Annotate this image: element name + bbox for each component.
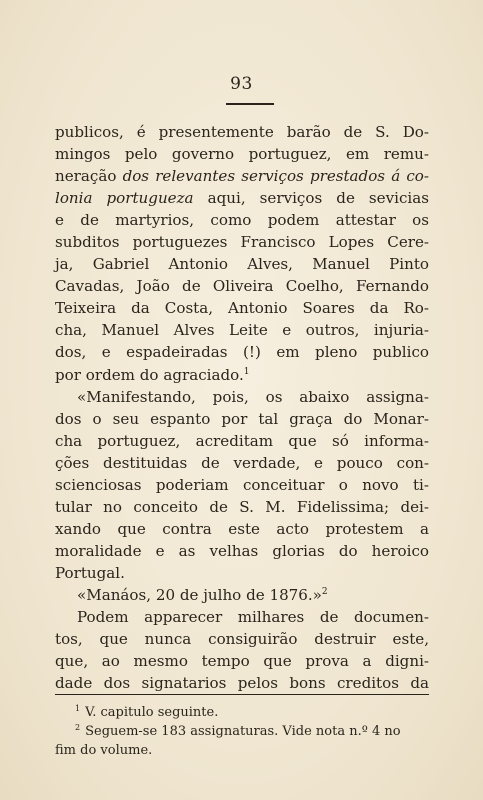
- text-line: [55, 562, 429, 584]
- footnote-text: Seguem-se 183 assignaturas. Vide nota n.º 4 no: [85, 724, 401, 739]
- page-number: 93: [230, 74, 253, 94]
- text-line: [55, 209, 429, 231]
- text-line: [55, 143, 429, 165]
- italic-text: lonia portugueza: [55, 189, 194, 208]
- text-line: [55, 672, 429, 694]
- text-line: [55, 496, 429, 518]
- text-line: [55, 275, 429, 297]
- footnote-line: [55, 703, 429, 722]
- text-segment: scienciosas poderiam conceituar o novo ti-: [55, 475, 429, 494]
- text-line: [55, 231, 429, 253]
- text-segment: dade dos signatarios pelos bons creditos da: [55, 674, 429, 693]
- text-line: [55, 628, 429, 650]
- text-line: [55, 187, 429, 209]
- footnote-text: V. capitulo seguinte.: [85, 705, 219, 720]
- text-line: [55, 518, 429, 540]
- text-segment: xando que contra este acto protestem a: [55, 519, 429, 538]
- footnote-line: [55, 741, 429, 760]
- footnote-mark: 2: [75, 723, 81, 732]
- footnote-reference: 2: [321, 586, 328, 597]
- italic-text: dos relevantes serviços prestados á co-: [122, 167, 429, 186]
- text-segment: ja, Gabriel Antonio Alves, Manuel Pinto: [55, 255, 429, 274]
- text-line: [55, 319, 429, 341]
- footnote-text: fim do volume.: [55, 743, 153, 758]
- text-segment: subditos portuguezes Francisco Lopes Cere-: [55, 233, 429, 252]
- text-line: [55, 474, 429, 496]
- text-line: [55, 408, 429, 430]
- text-segment: «Manáos, 20 de julho de 1876.»: [77, 585, 322, 604]
- text-segment: Podem apparecer milhares de documen-: [77, 608, 429, 627]
- text-line: [55, 364, 429, 386]
- footnote-line: [55, 722, 429, 741]
- text-line: [55, 452, 429, 474]
- text-segment: Teixeira da Costa, Antonio Soares da Ro-: [55, 299, 429, 318]
- text-segment: e de martyrios, como podem attestar os: [55, 211, 429, 230]
- page-number-rule: [226, 103, 274, 105]
- text-segment: cha portuguez, acreditam que só informa-: [55, 431, 429, 450]
- text-line: [55, 253, 429, 275]
- text-segment: dos o seu espanto por tal graça do Monar-: [55, 409, 429, 428]
- text-segment: por ordem do agraciado.: [55, 365, 244, 384]
- text-line: [55, 297, 429, 319]
- text-line: [55, 165, 429, 187]
- text-line: [55, 650, 429, 672]
- text-segment: dos, e espadeiradas (!) em pleno publico: [55, 343, 429, 362]
- text-segment: neração: [55, 167, 123, 186]
- footnote-reference: 1: [243, 366, 250, 377]
- text-segment: cha, Manuel Alves Leite e outros, injuria-: [55, 321, 429, 340]
- text-segment: Cavadas, João de Oliveira Coelho, Fernando: [55, 277, 429, 296]
- text-segment: mingos pelo governo portuguez, em remu-: [55, 145, 429, 164]
- text-line: [55, 584, 429, 606]
- footnotes: [55, 703, 429, 760]
- text-segment: «Manifestando, pois, os abaixo assigna-: [77, 387, 429, 406]
- text-line: [55, 606, 429, 628]
- body-text: [55, 121, 429, 694]
- text-segment: tos, que nunca consiguirão destruir este,: [55, 630, 429, 649]
- text-line: [55, 121, 429, 143]
- text-segment: que, ao mesmo tempo que prova a digni-: [55, 652, 429, 671]
- text-segment: publicos, é presentemente barão de S. Do-: [55, 123, 429, 141]
- text-segment: aqui, serviços de sevicias: [193, 189, 429, 208]
- text-segment: moralidade e as velhas glorias do heroico: [55, 541, 429, 560]
- text-segment: ções destituidas de verdade, e pouco con-: [55, 453, 429, 472]
- text-line: [55, 341, 429, 363]
- text-segment: Portugal.: [55, 563, 125, 582]
- text-segment: tular no conceito de S. M. Fidelissima; dei-: [55, 497, 429, 516]
- footnote-rule: [55, 694, 429, 695]
- text-line: [55, 386, 429, 408]
- footnote-mark: 1: [75, 704, 81, 713]
- text-line: [55, 430, 429, 452]
- text-line: [55, 540, 429, 562]
